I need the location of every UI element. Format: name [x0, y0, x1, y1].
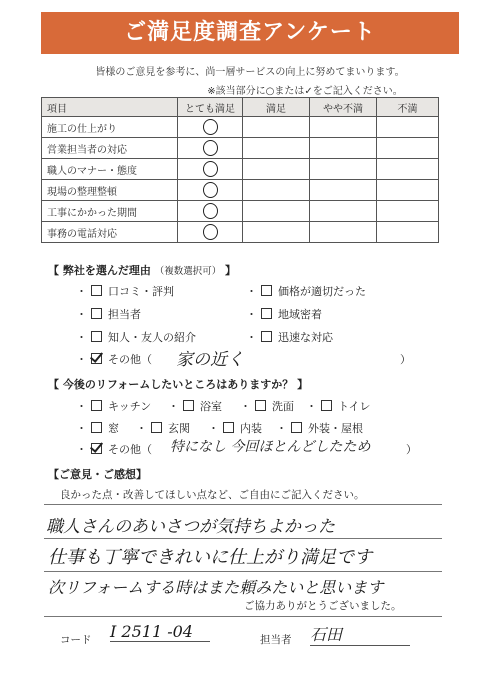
rating-cell-dissatisfied[interactable] [377, 138, 439, 159]
future-option-toilet[interactable]: ・ トイレ [306, 400, 371, 413]
rating-cell-dissatisfied[interactable] [377, 222, 439, 243]
rating-cell-very-satisfied[interactable] [178, 159, 243, 180]
table-row [42, 138, 439, 159]
circle-mark [203, 161, 218, 177]
option-label: 玄関 [168, 422, 190, 435]
feedback-line-1: 職人さんのあいさつが気持ちよかった [46, 517, 335, 537]
option-label: 外装・屋根 [308, 422, 363, 435]
rating-cell-very-satisfied[interactable] [178, 201, 243, 222]
checkbox[interactable] [291, 422, 302, 433]
checkbox[interactable] [91, 331, 102, 342]
thanks-text: ご協力ありがとうございました。 [244, 600, 402, 612]
checkbox-checked[interactable] [91, 353, 102, 364]
circle-mark [203, 203, 218, 219]
checkbox[interactable] [91, 308, 102, 319]
rating-cell-somewhat-dissatisfied[interactable] [310, 138, 377, 159]
option-label: 内装 [240, 422, 262, 435]
option-label: 洗面 [272, 400, 294, 413]
reason-option-word-of-mouth[interactable]: ・ 口コミ・評判 [76, 285, 174, 298]
checkbox[interactable] [261, 285, 272, 296]
future-option-other[interactable]: ・ その他（ [76, 443, 152, 456]
table-row [42, 222, 439, 243]
checkbox[interactable] [261, 308, 272, 319]
rating-cell-dissatisfied[interactable] [377, 201, 439, 222]
option-label: その他（ [108, 443, 152, 456]
feedback-heading: 【ご意見・ご感想】 [48, 468, 147, 481]
checkbox[interactable] [321, 400, 332, 411]
checkbox-checked[interactable] [91, 443, 102, 454]
staff-value: 石田 [310, 622, 410, 646]
option-label: その他（ [108, 353, 152, 366]
staff-label: 担当者 [260, 634, 292, 646]
code-label: コード [60, 634, 92, 646]
future-other-close: ） [406, 443, 417, 456]
code-value: I 2511 -04 [110, 622, 210, 642]
satisfaction-table [41, 97, 439, 243]
future-option-exterior-roof[interactable]: ・ 外装・屋根 [276, 422, 363, 435]
row-label: 現場の整理整頓 [42, 180, 178, 201]
row-label: 工事にかかった期間 [42, 201, 178, 222]
option-label: 窓 [108, 422, 119, 435]
future-option-interior[interactable]: ・ 内装 [208, 422, 262, 435]
divider [44, 538, 442, 539]
option-label: 知人・友人の紹介 [108, 331, 196, 344]
reasons-heading-note: （複数選択可） [154, 266, 222, 277]
option-label: 浴室 [200, 400, 222, 413]
column-header: 項目 [42, 98, 178, 117]
rating-cell-satisfied[interactable] [243, 138, 310, 159]
option-label: トイレ [338, 400, 371, 413]
reason-option-local[interactable]: ・ 地域密着 [246, 308, 322, 321]
rating-cell-dissatisfied[interactable] [377, 180, 439, 201]
rating-cell-somewhat-dissatisfied[interactable] [310, 159, 377, 180]
future-option-washroom[interactable]: ・ 洗面 [240, 400, 294, 413]
column-header: やや不満 [310, 98, 377, 117]
checkbox[interactable] [261, 331, 272, 342]
feedback-line-2: 仕事も丁寧できれいに仕上がり満足です [48, 547, 372, 568]
rating-cell-somewhat-dissatisfied[interactable] [310, 180, 377, 201]
row-label: 営業担当者の対応 [42, 138, 178, 159]
rating-cell-very-satisfied[interactable] [178, 222, 243, 243]
rating-cell-somewhat-dissatisfied[interactable] [310, 117, 377, 138]
reason-other-close: ） [400, 353, 411, 366]
rating-cell-satisfied[interactable] [243, 201, 310, 222]
rating-cell-very-satisfied[interactable] [178, 138, 243, 159]
reasons-heading-close: 】 [225, 264, 237, 277]
checkbox[interactable] [151, 422, 162, 433]
rating-cell-very-satisfied[interactable] [178, 117, 243, 138]
reasons-heading-text: 【 弊社を選んだ理由 [48, 264, 151, 277]
table-row [42, 117, 439, 138]
rating-cell-somewhat-dissatisfied[interactable] [310, 201, 377, 222]
reason-other-handwritten: 家の近く [176, 350, 244, 370]
option-label: 価格が適切だった [278, 285, 366, 298]
divider [44, 571, 442, 572]
column-header: とても満足 [178, 98, 243, 117]
option-label: 担当者 [108, 308, 141, 321]
intro-text: 皆様のご意見を参考に、尚一層サービスの向上に努めてまいります。 [95, 67, 405, 78]
row-label: 職人のマナー・態度 [42, 159, 178, 180]
rating-cell-dissatisfied[interactable] [377, 117, 439, 138]
option-label: 迅速な対応 [278, 331, 333, 344]
divider [44, 504, 442, 505]
option-label: 地域密着 [278, 308, 322, 321]
reason-option-quick-response[interactable]: ・ 迅速な対応 [246, 331, 333, 344]
instruction-text: ※該当部分に○または✓をご記入ください。 [207, 86, 403, 97]
rating-cell-satisfied[interactable] [243, 159, 310, 180]
table-header-row [42, 98, 439, 117]
future-option-bath[interactable]: ・ 浴室 [168, 400, 222, 413]
rating-cell-very-satisfied[interactable] [178, 180, 243, 201]
circle-mark [203, 140, 218, 156]
checkbox[interactable] [91, 285, 102, 296]
checkbox[interactable] [183, 400, 194, 411]
future-other-handwritten: 特になし 今回ほとんどしたため [170, 439, 371, 455]
future-option-kitchen[interactable]: ・ キッチン [76, 400, 152, 413]
reason-option-referral[interactable]: ・ 知人・友人の紹介 [76, 331, 196, 344]
reason-option-staff[interactable]: ・ 担当者 [76, 308, 141, 321]
row-label: 事務の電話対応 [42, 222, 178, 243]
column-header: 満足 [243, 98, 310, 117]
divider [44, 616, 442, 617]
table-row [42, 201, 439, 222]
column-header: 不満 [377, 98, 439, 117]
reasons-heading [48, 262, 236, 278]
table-row [42, 180, 439, 201]
future-option-entrance[interactable]: ・ 玄関 [136, 422, 190, 435]
option-label: 口コミ・評判 [108, 285, 174, 298]
row-label: 施工の仕上がり [42, 117, 178, 138]
reason-option-price[interactable]: ・ 価格が適切だった [246, 285, 366, 298]
circle-mark [203, 182, 218, 198]
feedback-prompt: 良かった点・改善してほしい点など、ご自由にご記入ください。 [60, 489, 365, 501]
rating-cell-dissatisfied[interactable] [377, 159, 439, 180]
circle-mark [203, 224, 218, 240]
future-heading: 【 今後のリフォームしたいところはありますか？ 】 [48, 378, 309, 391]
table-row [42, 159, 439, 180]
rating-cell-somewhat-dissatisfied[interactable] [310, 222, 377, 243]
circle-mark [203, 119, 218, 135]
option-label: キッチン [108, 400, 152, 413]
checkbox[interactable] [91, 422, 102, 433]
rating-cell-satisfied[interactable] [243, 222, 310, 243]
feedback-line-3: 次リフォームする時はまた頼みたいと思います [48, 578, 384, 597]
checkbox[interactable] [255, 400, 266, 411]
survey-title: ご満足度調査アンケート [41, 12, 459, 54]
rating-cell-satisfied[interactable] [243, 180, 310, 201]
checkbox[interactable] [223, 422, 234, 433]
future-option-window[interactable]: ・ 窓 [76, 422, 119, 435]
reason-option-other[interactable]: ・ その他（ [76, 353, 152, 366]
checkbox[interactable] [91, 400, 102, 411]
rating-cell-satisfied[interactable] [243, 117, 310, 138]
